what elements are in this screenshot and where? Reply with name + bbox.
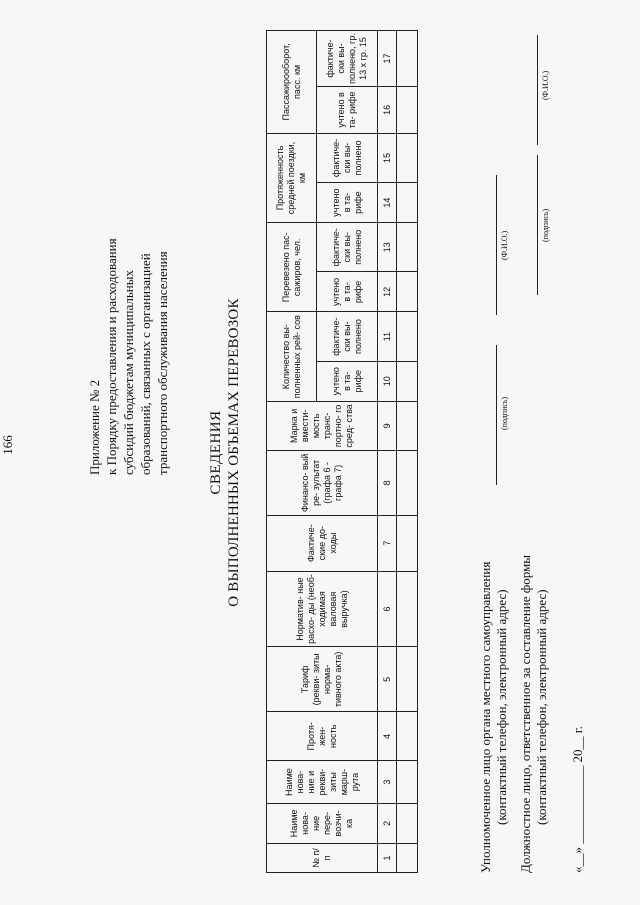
subheader-fact: фактиче- ски вы- полнено xyxy=(317,312,378,361)
date-line[interactable]: «__» ____________ 20__ г. xyxy=(570,726,585,873)
signature-line[interactable] xyxy=(537,155,538,295)
empty-cell[interactable] xyxy=(397,361,418,401)
empty-cell[interactable] xyxy=(397,272,418,312)
subheader-fact-calc: фактиче- ски вы- полнено, гр. 13 х гр. 15 xyxy=(317,31,378,87)
subheader-tariff: учтено в та- рифе xyxy=(317,361,378,401)
empty-cell[interactable] xyxy=(397,761,418,803)
column-number: 9 xyxy=(378,401,397,450)
empty-cell[interactable] xyxy=(397,223,418,272)
header-trips: Количество вы- полненных рей- сов xyxy=(267,312,317,401)
sign-hint: (подпись) xyxy=(541,208,550,242)
fio-hint: (Ф.И.О.) xyxy=(541,70,550,100)
header-carrier: Наиме нова- ние пере- возчи- ка xyxy=(267,803,378,843)
official-2-title: Должностное лицо, ответственное за составление формы xyxy=(518,555,533,873)
header-actual-income: Фактиче- ские до- ходы xyxy=(267,515,378,571)
appendix-block xyxy=(86,238,171,475)
fio-line[interactable] xyxy=(496,175,497,315)
subheader-tariff: учтено в та- рифе xyxy=(317,86,378,133)
column-number: 15 xyxy=(378,133,397,182)
empty-cell[interactable] xyxy=(397,86,418,133)
appendix-line: транспортного обслуживания населения xyxy=(155,251,170,475)
column-number: 10 xyxy=(378,361,397,401)
header-tariff: Тариф (рекви- зиты норма- тивного акта) xyxy=(267,647,378,712)
document-subtitle: О ВЫПОЛНЕННЫХ ОБЪЕМАХ ПЕРЕВОЗОК xyxy=(226,298,242,607)
column-number: 8 xyxy=(378,450,397,515)
header-passengers: Перевезено пас- сажиров, чел. xyxy=(267,223,317,312)
document-title: СВЕДЕНИЯ xyxy=(208,410,224,495)
official-2-contact: (контактный телефон, электронный адрес) xyxy=(534,589,549,825)
column-number: 2 xyxy=(378,803,397,843)
column-number: 14 xyxy=(378,182,397,222)
appendix-line: Приложение № 2 xyxy=(87,379,102,475)
column-number: 1 xyxy=(378,843,397,872)
fio-hint: (Ф.И.О.) xyxy=(500,230,509,260)
header-vehicle: Марка и вмести- мость транс- портно- го сред- ства xyxy=(267,401,378,450)
page-number: 166 xyxy=(0,435,15,455)
subheader-fact: фактиче- ски вы- полнено xyxy=(317,223,378,272)
empty-cell[interactable] xyxy=(397,571,418,647)
header-num: № п/п xyxy=(267,843,378,872)
official-1-title: Уполномоченное лицо органа местного самоуправления xyxy=(478,561,493,873)
empty-cell[interactable] xyxy=(397,515,418,571)
empty-cell[interactable] xyxy=(397,312,418,361)
header-route: Наиме нова- ние и рекви- зиты марш- рута xyxy=(267,761,378,803)
subheader-fact: фактиче- ски вы- полнено xyxy=(317,133,378,182)
column-numbers-row xyxy=(378,31,397,873)
empty-cell[interactable] xyxy=(397,803,418,843)
subheader-tariff: учтено в та- рифе xyxy=(317,182,378,222)
empty-cell[interactable] xyxy=(397,133,418,182)
empty-cell[interactable] xyxy=(397,182,418,222)
column-number: 11 xyxy=(378,312,397,361)
signature-line[interactable] xyxy=(496,345,497,485)
column-number: 4 xyxy=(378,712,397,761)
column-number: 7 xyxy=(378,515,397,571)
sign-hint: (подпись) xyxy=(500,396,509,430)
empty-cell[interactable] xyxy=(397,450,418,515)
header-financial-result: Финансо- вый ре- зультат (графа 6 - графа 7) xyxy=(267,450,378,515)
header-length: Протя- жен- ность xyxy=(267,712,378,761)
empty-cell[interactable] xyxy=(397,843,418,872)
empty-cell[interactable] xyxy=(397,647,418,712)
column-number: 3 xyxy=(378,761,397,803)
empty-cell[interactable] xyxy=(397,31,418,87)
appendix-line: образований, связанных с организацией xyxy=(138,253,153,475)
column-number: 16 xyxy=(378,86,397,133)
column-number: 13 xyxy=(378,223,397,272)
appendix-line: субсидий бюджетам муниципальных xyxy=(121,270,136,475)
header-norm-costs: Норматив- ные расхо- ды (необ- ходимая валовая выручка) xyxy=(267,571,378,647)
header-passenger-km: Пассажирооборот, пасс. км xyxy=(267,31,317,134)
fio-line[interactable] xyxy=(537,35,538,145)
official-1-contact: (контактный телефон, электронный адрес) xyxy=(494,589,509,825)
appendix-line: к Порядку предоставления и расходования xyxy=(104,238,119,475)
transport-volume-table xyxy=(266,30,418,873)
subheader-tariff: учтено в та- рифе xyxy=(317,272,378,312)
empty-cell[interactable] xyxy=(397,401,418,450)
column-number: 6 xyxy=(378,571,397,647)
header-avg-trip: Протяженность средней поездки, км xyxy=(267,133,317,222)
empty-data-row xyxy=(397,31,418,873)
column-number: 12 xyxy=(378,272,397,312)
empty-cell[interactable] xyxy=(397,712,418,761)
column-number: 5 xyxy=(378,647,397,712)
column-number: 17 xyxy=(378,31,397,87)
